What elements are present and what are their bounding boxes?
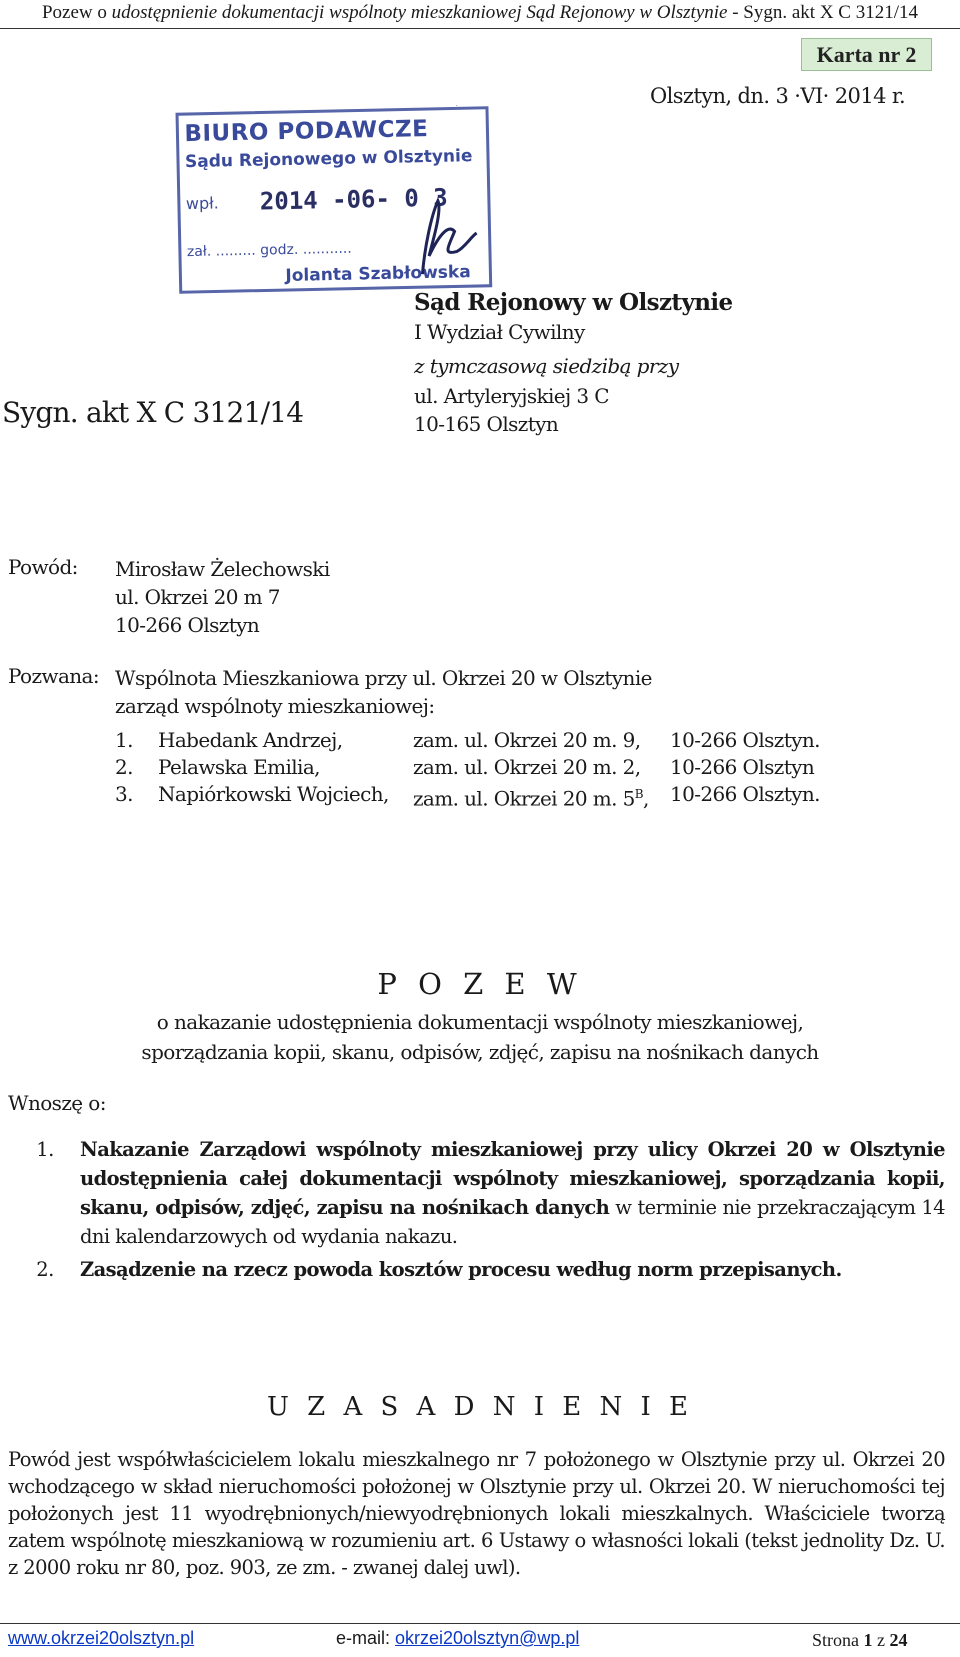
requests-label: Wnoszę o:: [8, 1091, 106, 1115]
justification-title: U Z A S A D N I E N I E: [266, 1392, 694, 1422]
request-text: [80, 1255, 945, 1284]
defendant-board-label: zarząd wspólnoty mieszkaniowej:: [115, 694, 435, 718]
plaintiff-label: Powód:: [8, 555, 78, 579]
member-address: [413, 781, 649, 813]
member-city: 10-266 Olsztyn.: [670, 728, 820, 752]
member-address-text: zam. ul. Okrzei 20 m. 5: [413, 786, 635, 811]
page-prefix: Strona: [812, 1630, 864, 1650]
request-text-bold: Zasądzenie na rzecz powoda kosztów procesu według norm przepisanych.: [80, 1258, 842, 1281]
pozew-subtitle-line2: sporządzania kopii, skanu, odpisów, zdjęć, zapisu na nośnikach danych: [141, 1040, 819, 1064]
requests-list: [10, 1135, 945, 1288]
header-suffix: - Sygn. akt X C 3121/14: [727, 2, 918, 23]
stamp-date: 2014 -06- 0 3: [259, 183, 448, 216]
member-name: Habedank Andrzej,: [158, 728, 343, 752]
footer-page-number: [812, 1630, 908, 1651]
footer-website-link[interactable]: www.okrzei20olsztyn.pl: [8, 1628, 195, 1648]
member-name: Pelawska Emilia,: [158, 755, 320, 779]
request-num: 2.: [36, 1258, 54, 1281]
court-street: ul. Artyleryjskiej 3 C: [414, 384, 609, 408]
footer-email-link[interactable]: okrzei20olsztyn@wp.pl: [395, 1628, 580, 1648]
footer-email: [336, 1628, 579, 1649]
case-signature: Sygn. akt X C 3121/14: [2, 396, 304, 429]
defendant-block: [115, 664, 652, 720]
court-seat: z tymczasową siedzibą przy: [414, 354, 679, 378]
request-text: [80, 1135, 945, 1251]
member-num: 3.: [115, 782, 133, 806]
stamp-line1: BIURO PODAWCZE: [184, 116, 429, 148]
pozew-subtitle-line1: o nakazanie udostępnienia dokumentacji wspólnoty mieszkaniowej,: [156, 1010, 804, 1034]
page-total: 24: [889, 1630, 908, 1650]
court-block: [414, 289, 733, 436]
registry-stamp: [174, 105, 494, 309]
stamp-name: Jolanta Szabłowska: [285, 262, 471, 287]
stamp-zal-label: zał. ......... godz. ...........: [186, 240, 352, 261]
footer-email-label: e-mail:: [336, 1628, 396, 1648]
defendant-label: Pozwana:: [8, 664, 100, 688]
page-current: 1: [863, 1630, 873, 1650]
card-number-badge: Karta nr 2: [801, 38, 932, 71]
header-title-italic: udostępnienie dokumentacji wspólnoty mieszkaniowej Sąd Rejonowy w Olsztynie: [111, 2, 728, 23]
court-division: I Wydział Cywilny: [414, 320, 585, 344]
request-num: 1.: [36, 1138, 54, 1161]
court-name: Sąd Rejonowy w Olsztynie: [414, 289, 733, 316]
plaintiff-city: 10-266 Olsztyn: [115, 613, 260, 637]
member-name: Napiórkowski Wojciech,: [158, 782, 389, 806]
member-num: 1.: [115, 728, 133, 752]
stamp-line2: Sądu Rejonowego w Olsztynie: [184, 146, 473, 173]
request-text-normal: w terminie nie przekraczającym 14 dni kalendarzowych od wydania nakazu.: [80, 1196, 945, 1248]
request-text-bold: Nakazanie Zarządowi wspólnoty mieszkaniowej przy ulicy Okrzei 20 w Olsztynie udostępnienia całej dokumentacji wspólnoty mieszkaniowej, sporządzania kopii, skanu, odpisów, zdjęć, zapisu na nośnikach danych: [80, 1138, 945, 1219]
plaintiff-name: Mirosław Żelechowski: [115, 557, 330, 581]
request-item: [10, 1255, 945, 1284]
court-city: 10-165 Olsztyn: [414, 412, 559, 436]
page-sep: z: [872, 1630, 890, 1650]
justification-text: Powód jest współwłaścicielem lokalu mieszkalnego nr 7 położonego w Olsztynie przy ul. Okrzei 20 wchodzącego w skład nieruchomości położonej w Olsztynie przy ul. Okrzei 20. W nieruchomości tej położonych jest 11 wyodrębnionych/niewyodrębnionych lokali mieszkalnych. Właściciele tworzą zatem wspólnotę mieszkaniową w rozumieniu art. 6 Ustawy o własności lokali (tekst jednolity Dz. U. z 2000 roku nr 80, poz. 903, ze zm. - zwanej dalej uwl).: [8, 1448, 945, 1579]
document-header: [0, 2, 960, 24]
member-num: 2.: [115, 755, 133, 779]
pozew-subtitle: [0, 1007, 960, 1067]
pozew-title: P O Z E W: [377, 967, 583, 1001]
header-prefix: Pozew o: [41, 2, 112, 23]
header-divider: [0, 28, 960, 29]
document-date: Olsztyn, dn. 3 ·VI· 2014 r.: [650, 84, 906, 108]
member-address: zam. ul. Okrzei 20 m. 9,: [413, 728, 641, 752]
request-item: [10, 1135, 945, 1251]
member-address: zam. ul. Okrzei 20 m. 2,: [413, 755, 641, 779]
member-address-end: ,: [642, 786, 649, 811]
defendant-name: Wspólnota Mieszkaniowa przy ul. Okrzei 20 w Olsztynie: [115, 666, 652, 690]
footer-divider: [0, 1623, 960, 1624]
member-address-sup: B: [634, 787, 643, 801]
stamp-wpl-label: wpł.: [185, 193, 219, 214]
member-city: 10-266 Olsztyn: [670, 755, 815, 779]
plaintiff-street: ul. Okrzei 20 m 7: [115, 585, 280, 609]
member-city: 10-266 Olsztyn.: [670, 782, 820, 806]
plaintiff-block: [115, 555, 330, 639]
